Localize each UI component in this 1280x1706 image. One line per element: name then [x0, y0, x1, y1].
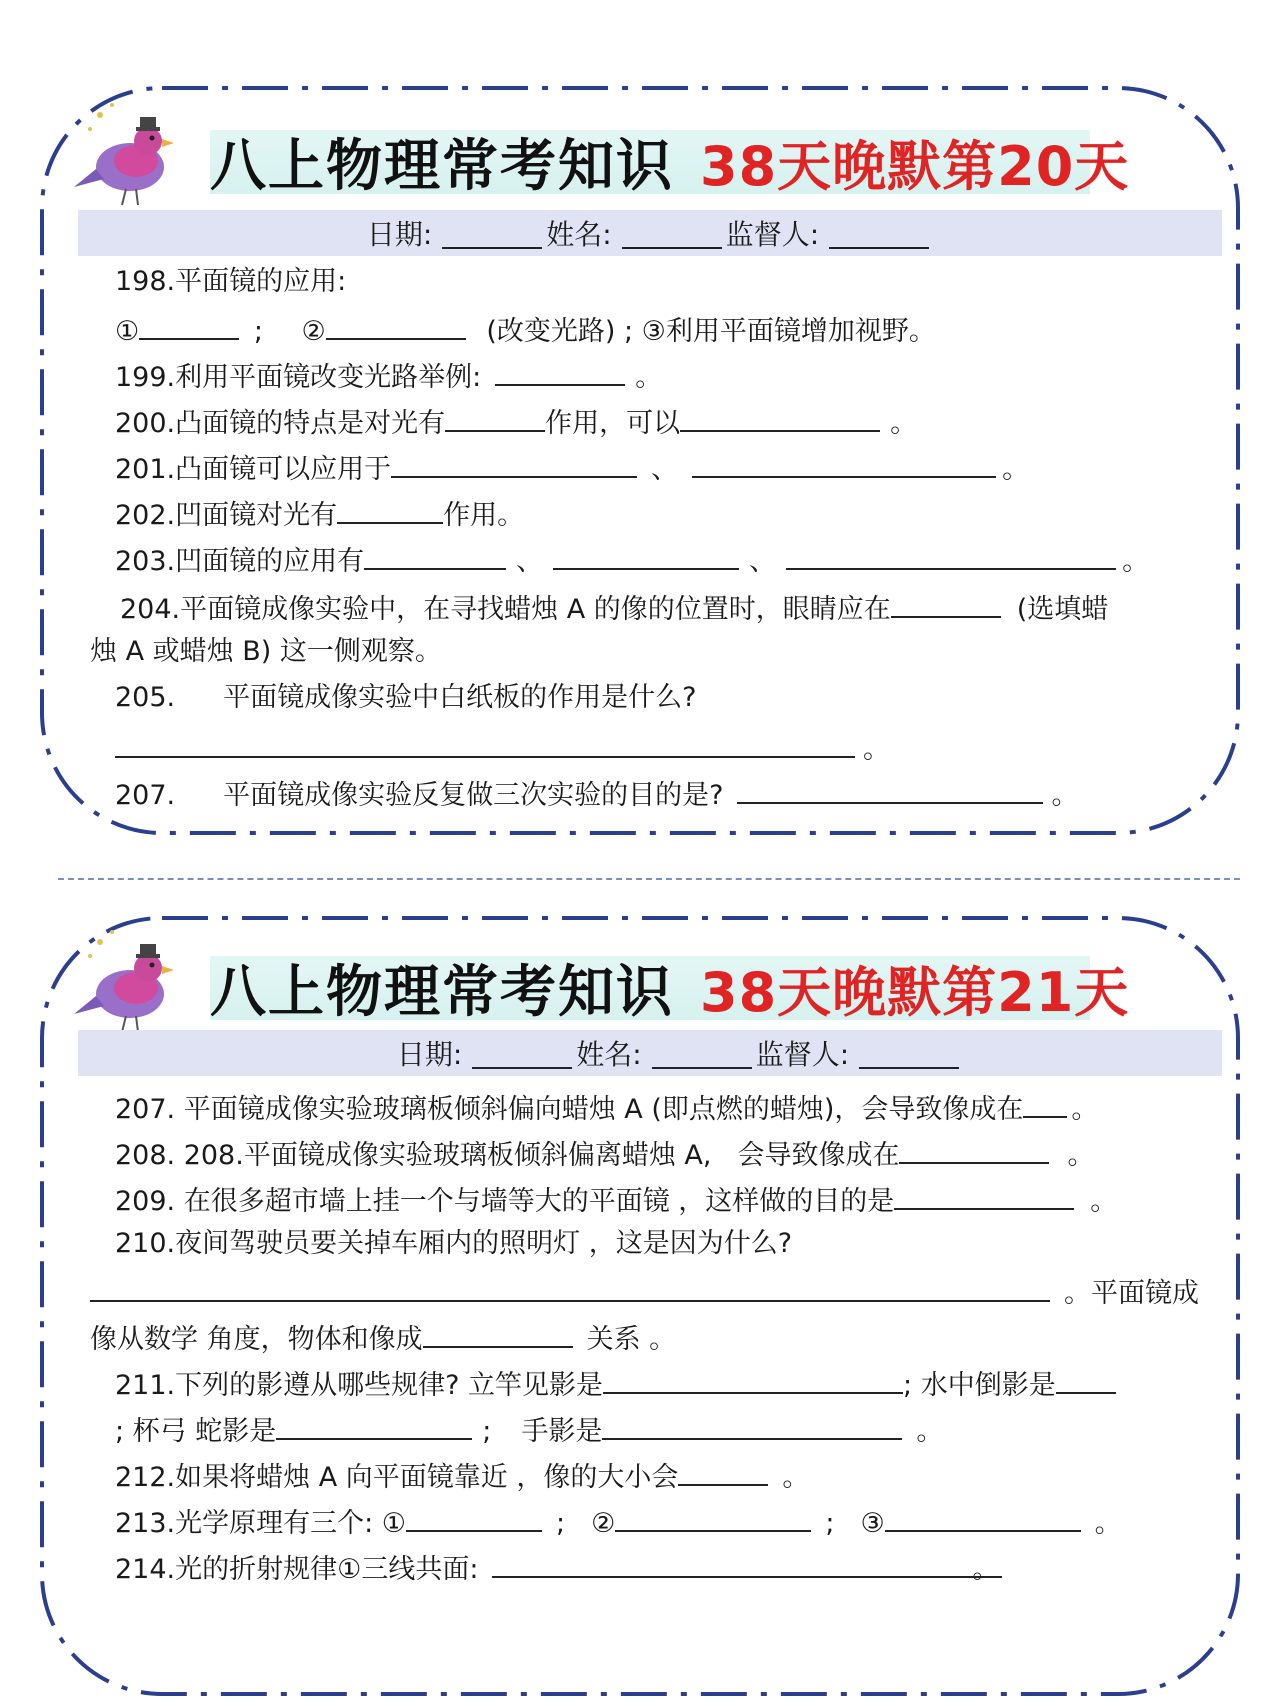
question-text: 209. 在很多超市墙上挂一个与墙等大的平面镜 ，这样做的目的是 — [115, 1186, 895, 1217]
answer-blank[interactable] — [885, 1504, 1081, 1532]
question-198-line — [115, 312, 936, 348]
answer-blank[interactable] — [139, 312, 239, 340]
question-207 — [115, 776, 1078, 812]
question-199 — [115, 358, 662, 394]
answer-blank[interactable] — [737, 776, 1043, 804]
date-label: 日期: — [396, 1038, 463, 1071]
answer-blank[interactable] — [553, 542, 739, 570]
answer-blank[interactable] — [115, 730, 855, 758]
question-text: 203.凹面镜的应用有 — [115, 546, 365, 577]
separator: 、 — [516, 546, 544, 577]
separator: 、 — [749, 546, 777, 577]
question-text: 202.凹面镜对光有 — [115, 500, 338, 531]
question-207 — [115, 1090, 1098, 1126]
period: 。 — [1090, 1186, 1118, 1217]
question-text: 作用。 — [443, 500, 525, 531]
question-text: 213.光学原理有三个: ① — [115, 1508, 407, 1539]
date-label: 日期: — [366, 218, 433, 251]
question-text: 214.光的折射规律①三线共面: — [115, 1554, 479, 1585]
period: 。 — [1067, 1140, 1095, 1171]
title-day: 38天晚默第20天 — [700, 134, 1130, 198]
question-number: 207. — [115, 780, 176, 811]
period: 。 — [1002, 454, 1030, 485]
separator: ; — [482, 1416, 492, 1447]
supervisor-blank[interactable] — [829, 217, 929, 249]
period: 。 — [890, 408, 918, 439]
answer-blank[interactable] — [602, 1412, 902, 1440]
question-text: 。平面镜成 — [1064, 1278, 1199, 1309]
answer-blank[interactable] — [406, 1504, 542, 1532]
period: 。 — [1071, 1094, 1099, 1125]
title-main: 八上物理常考知识 — [210, 134, 674, 199]
supervisor-label: 监督人: — [725, 218, 820, 251]
question-text: 211.下列的影遵从哪些规律? 立竿见影是 — [115, 1370, 604, 1401]
question-210-line3 — [90, 1320, 676, 1356]
answer-blank[interactable] — [90, 1274, 1050, 1302]
answer-blank[interactable] — [603, 1366, 903, 1394]
supervisor-label: 监督人: — [755, 1038, 850, 1071]
date-blank[interactable] — [472, 1037, 572, 1069]
question-205-answer — [115, 730, 890, 766]
question-205 — [115, 682, 696, 714]
period: 。 — [635, 362, 663, 393]
period: 。 — [916, 1416, 944, 1447]
question-211 — [115, 1366, 1116, 1402]
question-text: 像从数学 角度，物体和像成 — [90, 1324, 423, 1355]
answer-blank[interactable] — [615, 1504, 811, 1532]
worksheet-card-day21 — [0, 880, 1280, 1706]
question-203 — [115, 542, 1149, 578]
circled-3: ③ — [860, 1508, 885, 1539]
question-text: 204.平面镜成像实验中，在寻找蜡烛 A 的像的位置时，眼睛应在 — [120, 594, 891, 625]
title-main: 八上物理常考知识 — [210, 960, 674, 1025]
question-text: ; 杯弓 蛇影是 — [115, 1416, 277, 1447]
period: 。 — [1051, 780, 1079, 811]
period: 。 — [782, 1462, 810, 1493]
answer-blank[interactable] — [692, 450, 996, 478]
separator: ; — [556, 1508, 566, 1539]
question-210: 210.夜间驾驶员要关掉车厢内的照明灯 ，这是因为什么? — [115, 1228, 793, 1259]
question-text: 会导致像成在 — [737, 1140, 900, 1171]
answer-blank[interactable] — [678, 1458, 768, 1486]
question-text: 201.凸面镜可以应用于 — [115, 454, 392, 485]
answer-blank[interactable] — [1023, 1090, 1067, 1118]
period: 。 — [1094, 1508, 1122, 1539]
name-label: 姓名: — [546, 218, 612, 251]
question-number: 205. — [115, 682, 176, 713]
answer-blank[interactable] — [899, 1136, 1049, 1164]
answer-blank[interactable] — [391, 450, 637, 478]
title-banner — [210, 130, 1130, 199]
circled-1: ① — [115, 316, 140, 347]
circled-2: ② — [301, 316, 326, 347]
question-text: 关系 。 — [586, 1324, 677, 1355]
title-day: 38天晚默第21天 — [700, 960, 1130, 1024]
question-text: (改变光路) ; ③利用平面镜增加视野。 — [486, 316, 936, 347]
question-211-line2 — [115, 1412, 943, 1448]
period: 。 — [863, 734, 890, 765]
question-214 — [115, 1550, 999, 1586]
name-blank[interactable] — [652, 1037, 752, 1069]
separator: ; — [825, 1508, 835, 1539]
answer-blank[interactable] — [276, 1412, 472, 1440]
question-198-title: 198.平面镜的应用: — [115, 266, 347, 297]
question-208 — [115, 1136, 1094, 1172]
period: 。 — [1122, 546, 1150, 577]
question-200 — [115, 404, 917, 440]
question-text: 208. 208.平面镜成像实验玻璃板倾斜偏离蜡烛 A, — [115, 1140, 712, 1171]
question-text: (选填蜡 — [1016, 594, 1109, 625]
answer-blank[interactable] — [492, 1550, 1002, 1578]
answer-blank[interactable] — [364, 542, 506, 570]
answer-blank[interactable] — [337, 496, 443, 524]
date-blank[interactable] — [442, 217, 542, 249]
question-209 — [115, 1182, 1117, 1218]
answer-blank[interactable] — [1056, 1366, 1116, 1394]
name-label: 姓名: — [576, 1038, 642, 1071]
question-text: 200.凸面镜的特点是对光有 — [115, 408, 446, 439]
separator: ; — [253, 316, 263, 347]
question-text: 作用，可以 — [545, 408, 681, 439]
bird-illustration-icon — [70, 922, 180, 1041]
question-201 — [115, 450, 1029, 486]
question-text: 212.如果将蜡烛 A 向平面镜靠近 ，像的大小会 — [115, 1462, 679, 1493]
question-204-line2: 烛 A 或蜡烛 B) 这一侧观察。 — [90, 636, 442, 667]
question-text: 199.利用平面镜改变光路举例: — [115, 362, 482, 393]
question-text: 手影是 — [521, 1416, 603, 1447]
supervisor-blank[interactable] — [859, 1037, 959, 1069]
answer-blank[interactable] — [423, 1320, 573, 1348]
info-bar — [78, 1030, 1222, 1076]
answer-blank[interactable] — [786, 542, 1116, 570]
question-text: 207. 平面镜成像实验玻璃板倾斜偏向蜡烛 A (即点燃的蜡烛)，会导致像成在 — [115, 1094, 1024, 1125]
question-text: 平面镜成像实验反复做三次实验的目的是? — [223, 780, 724, 811]
circled-2: ② — [591, 1508, 616, 1539]
info-bar — [78, 210, 1222, 256]
name-blank[interactable] — [622, 217, 722, 249]
answer-blank[interactable] — [680, 404, 880, 432]
question-213 — [115, 1504, 1122, 1540]
answer-blank[interactable] — [495, 358, 625, 386]
question-text: ; 水中倒影是 — [903, 1370, 1056, 1401]
answer-blank[interactable] — [326, 312, 466, 340]
answer-blank[interactable] — [894, 1182, 1074, 1210]
question-text: 平面镜成像实验中白纸板的作用是什么? — [223, 682, 697, 713]
answer-blank[interactable] — [445, 404, 545, 432]
period: 。 — [972, 1554, 1000, 1585]
answer-blank[interactable] — [891, 590, 1001, 618]
question-204 — [120, 590, 1108, 626]
title-banner — [210, 956, 1130, 1025]
bird-illustration-icon — [70, 95, 180, 214]
question-212 — [115, 1458, 809, 1494]
question-210-answer — [90, 1274, 1199, 1310]
separator: 、 — [651, 454, 679, 485]
question-202 — [115, 496, 524, 532]
